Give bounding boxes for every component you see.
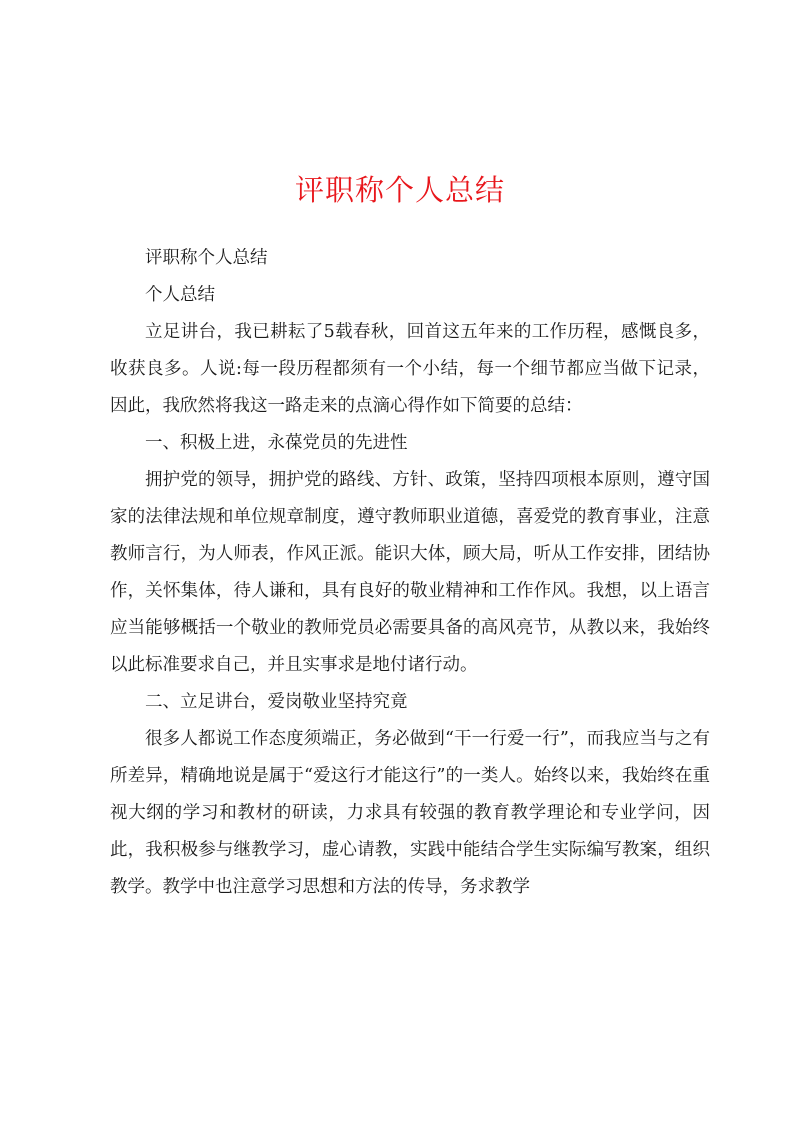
paragraph-subtitle: 评职称个人总结 (145, 248, 268, 268)
paragraph-section-label: 个人总结 (145, 285, 215, 305)
section-heading-2: 二、立足讲台，爱岗敬业坚持究竟 (145, 692, 408, 712)
paragraph-section-1: 拥护党的领导，拥护党的路线、方针、政策，坚持四项根本原则，遵守国家的法律法规和单位规章制度，遵守教师职业道德，喜爱党的教育事业，注意教师言行，为人师表，作风正派。能识大体，顾大局，听从工作安排，团结协作，关怀集体，待人谦和，具有良好的敬业精神和工作作风。我想，以上语言应当能够概括一个敬业的教师党员必需要具备的高风亮节，从教以来，我始终以此标准要求自己，并且实事求是地付诸行动。 (110, 470, 710, 675)
paragraph-section-2: 很多人都说工作态度须端正，务必做到“干一行爱一行”，而我应当与之有所差异，精确地说是属于“爱这行才能这行”的一类人。始终以来，我始终在重视大纲的学习和教材的研读，力求具有较强的教育教学理论和专业学问，因此，我积极参与继教学习，虚心请教，实践中能结合学生实际编写教案，组织教学。教学中也注意学习思想和方法的传导，务求教学 (110, 729, 710, 897)
document-title: 评职称个人总结 (294, 173, 505, 207)
document-body (110, 240, 710, 906)
section-heading-1: 一、积极上进，永葆党员的先进性 (145, 433, 408, 453)
paragraph-intro: 立足讲台，我已耕耘了5载春秋，回首这五年来的工作历程，感慨良多，收获良多。人说:每一段历程都须有一个小结，每一个细节都应当做下记录，因此，我欣然将我这一路走来的点滴心得作如下简要的总结： (110, 322, 710, 416)
